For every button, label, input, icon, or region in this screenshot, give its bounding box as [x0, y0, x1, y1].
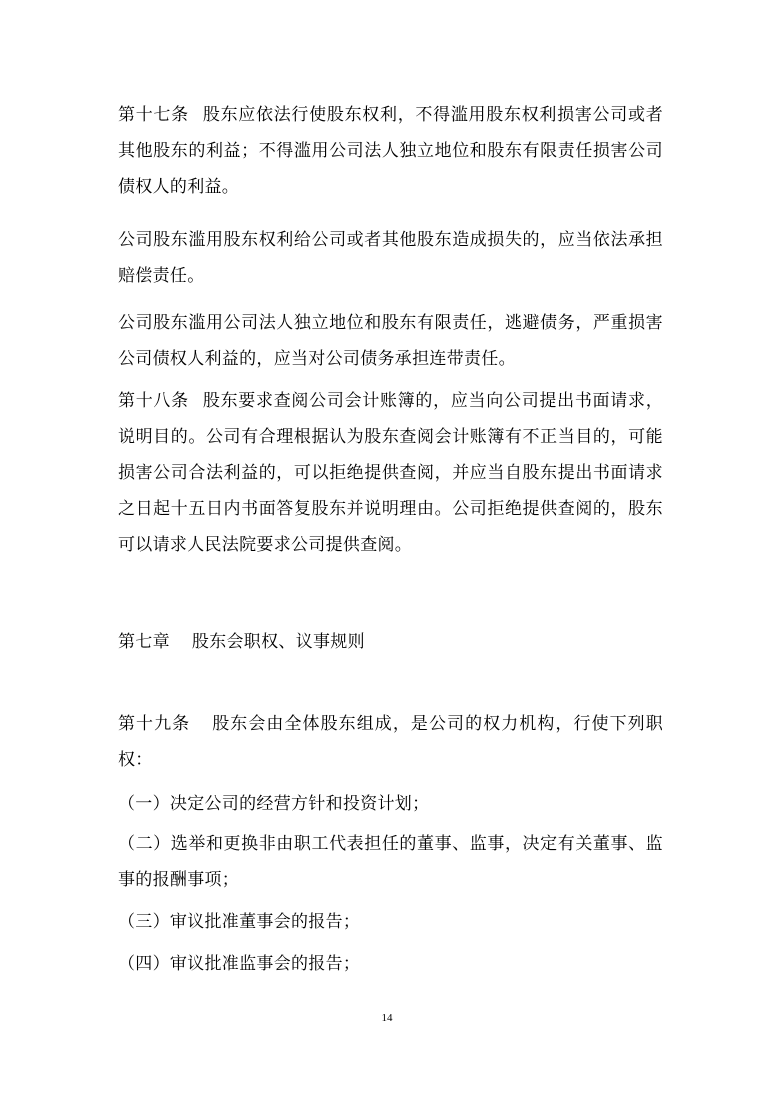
article-17-text: 股东应依法行使股东权利，不得滥用股东权利损害公司或者其他股东的利益；不得滥用公司法人独立地位和股东有限责任损害公司债权人的利益。	[118, 105, 663, 197]
article-19-item-3: （三）审议批准董事会的报告；	[118, 912, 361, 932]
chapter-7-title: 股东会职权、议事规则	[191, 632, 365, 652]
article-19-label: 第十九条	[118, 714, 191, 734]
article-19-item-4: （四）审议批准监事会的报告；	[118, 954, 361, 974]
article-19-item-1: （一）决定公司的经营方针和投资计划；	[118, 794, 430, 814]
article-19-item-2: （二）选举和更换非由职工代表担任的董事、监事，决定有关董事、监事的报酬事项；	[118, 834, 663, 890]
article-17-label: 第十七条	[118, 105, 189, 125]
article-17-paragraph	[118, 97, 663, 205]
article-19-paragraph	[118, 706, 663, 778]
article-17-paragraph-2: 公司股东滥用股东权利给公司或者其他股东造成损失的，应当依法承担赔偿责任。	[118, 230, 663, 286]
article-18-text: 股东要求查阅公司会计账簿的，应当向公司提出书面请求，说明目的。公司有合理根据认为股东查阅会计账簿有不正当目的，可能损害公司合法利益的，可以拒绝提供查阅，并应当自股东提出书面请求之日起十五日内书面答复股东并说明理由。公司拒绝提供查阅的，股东可以请求人民法院要求公司提供查阅。	[118, 391, 663, 555]
article-18-label: 第十八条	[118, 391, 189, 411]
article-17-paragraph-3: 公司股东滥用公司法人独立地位和股东有限责任，逃避债务，严重损害公司债权人利益的，应当对公司债务承担连带责任。	[118, 313, 663, 369]
chapter-7-label: 第七章	[118, 632, 170, 652]
page-number: 14	[381, 1012, 393, 1024]
article-19-text: 股东会由全体股东组成，是公司的权力机构，行使下列职权：	[118, 714, 664, 770]
chapter-7-heading	[118, 624, 663, 660]
article-18-paragraph	[118, 383, 663, 563]
